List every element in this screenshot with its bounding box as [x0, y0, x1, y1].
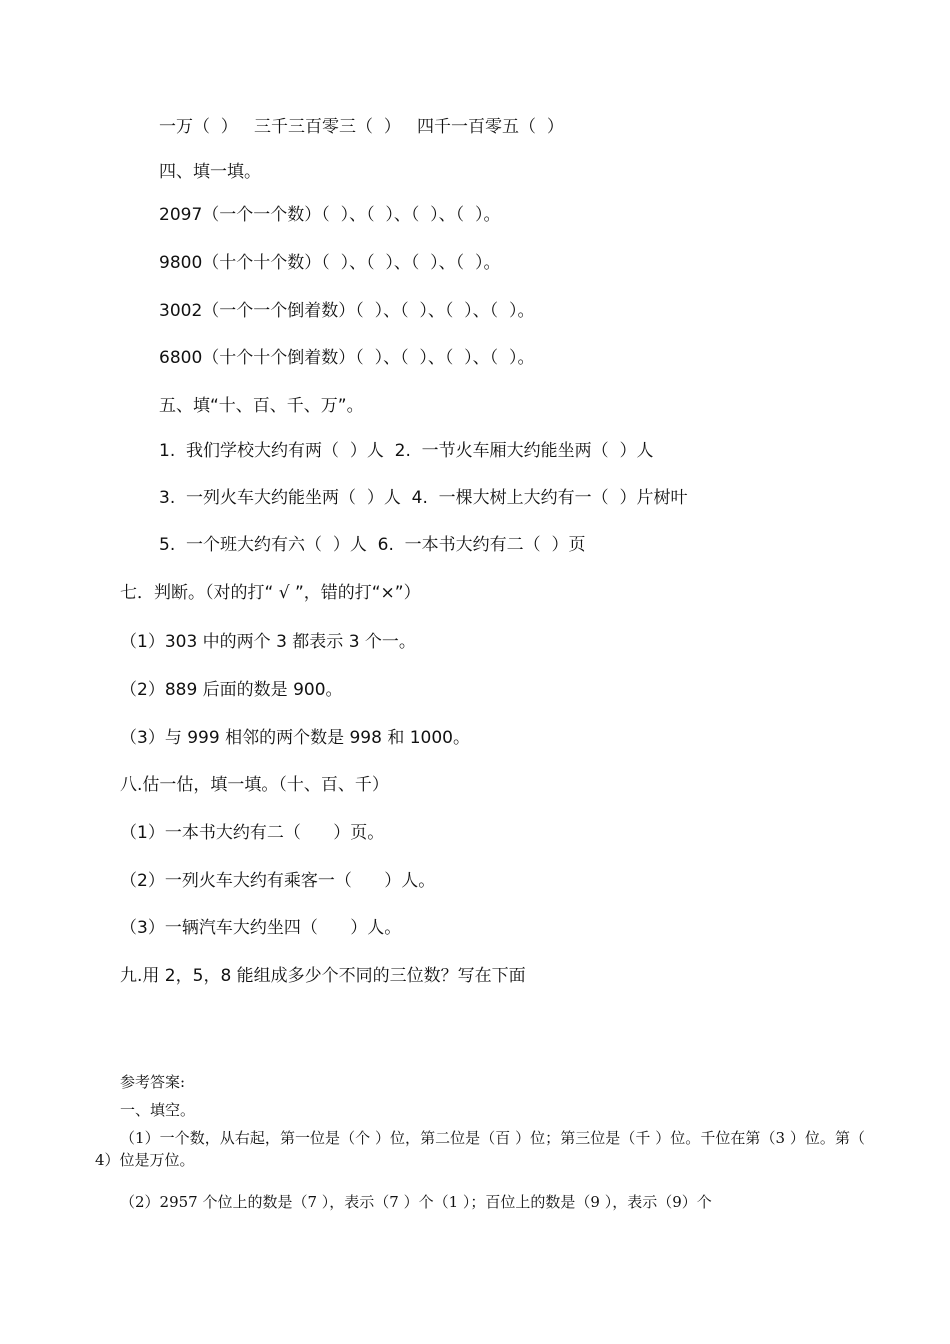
- estimate-item-3: （3）一辆汽车大约坐四（ ）人。: [120, 918, 402, 938]
- estimate-item-2: （2）一列火车大约有乘客一（ ）人。: [120, 871, 436, 891]
- answer-paragraph-1: （1）一个数，从右起，第一位是（个 ）位，第二位是（百 ）位；第三位是（千 ）位。千位在第（3 ）位。第（ 4）位是万位。: [95, 1129, 865, 1169]
- estimate-item-1: （1）一本书大约有二（ ）页。: [120, 823, 385, 843]
- section-eight-heading: 八.估一估，填一填。（十、百、千）: [120, 775, 389, 795]
- unit-question-line-3: 5. 一个班大约有六（ ）人 6. 一本书大约有二（ ）页: [159, 535, 586, 555]
- section-five-heading: 五、填“十、百、千、万”。: [159, 396, 364, 416]
- line-number-words: 一万（ ） 三千三百零三（ ） 四千一百零五（ ）: [159, 117, 564, 137]
- count-9800-line: 9800（十个十个数）（ ）、（ ）、（ ）、（ ）。: [159, 253, 501, 273]
- judge-item-1: （1）303 中的两个 3 都表示 3 个一。: [120, 632, 416, 652]
- section-seven-heading: 七．判断。（对的打“ √ ”，错的打“×”）: [120, 583, 421, 603]
- count-3002-line: 3002（一个一个倒着数）（ ）、（ ）、（ ）、（ ）。: [159, 301, 535, 321]
- unit-question-line-2: 3. 一列火车大约能坐两（ ）人 4. 一棵大树上大约有一（ ）片树叶: [159, 488, 688, 508]
- count-2097-line: 2097（一个一个数）（ ）、（ ）、（ ）、（ ）。: [159, 205, 501, 225]
- answers-title: 参考答案:: [120, 1073, 186, 1091]
- judge-item-3: （3）与 999 相邻的两个数是 998 和 1000。: [120, 728, 470, 748]
- section-four-heading: 四、填一填。: [159, 162, 261, 182]
- answers-section-one: 一、填空。: [120, 1101, 196, 1119]
- answer-paragraph-2: （2）2957 个位上的数是（7 ），表示（7 ）个（1 ）；百位上的数是（9 ），表示（9）个: [120, 1193, 712, 1211]
- section-nine-heading: 九.用 2，5，8 能组成多少个不同的三位数？写在下面: [120, 966, 526, 986]
- count-6800-line: 6800（十个十个倒着数）（ ）、（ ）、（ ）、（ ）。: [159, 348, 535, 368]
- judge-item-2: （2）889 后面的数是 900。: [120, 680, 343, 700]
- unit-question-line-1: 1. 我们学校大约有两（ ）人 2. 一节火车厢大约能坐两（ ）人: [159, 441, 654, 461]
